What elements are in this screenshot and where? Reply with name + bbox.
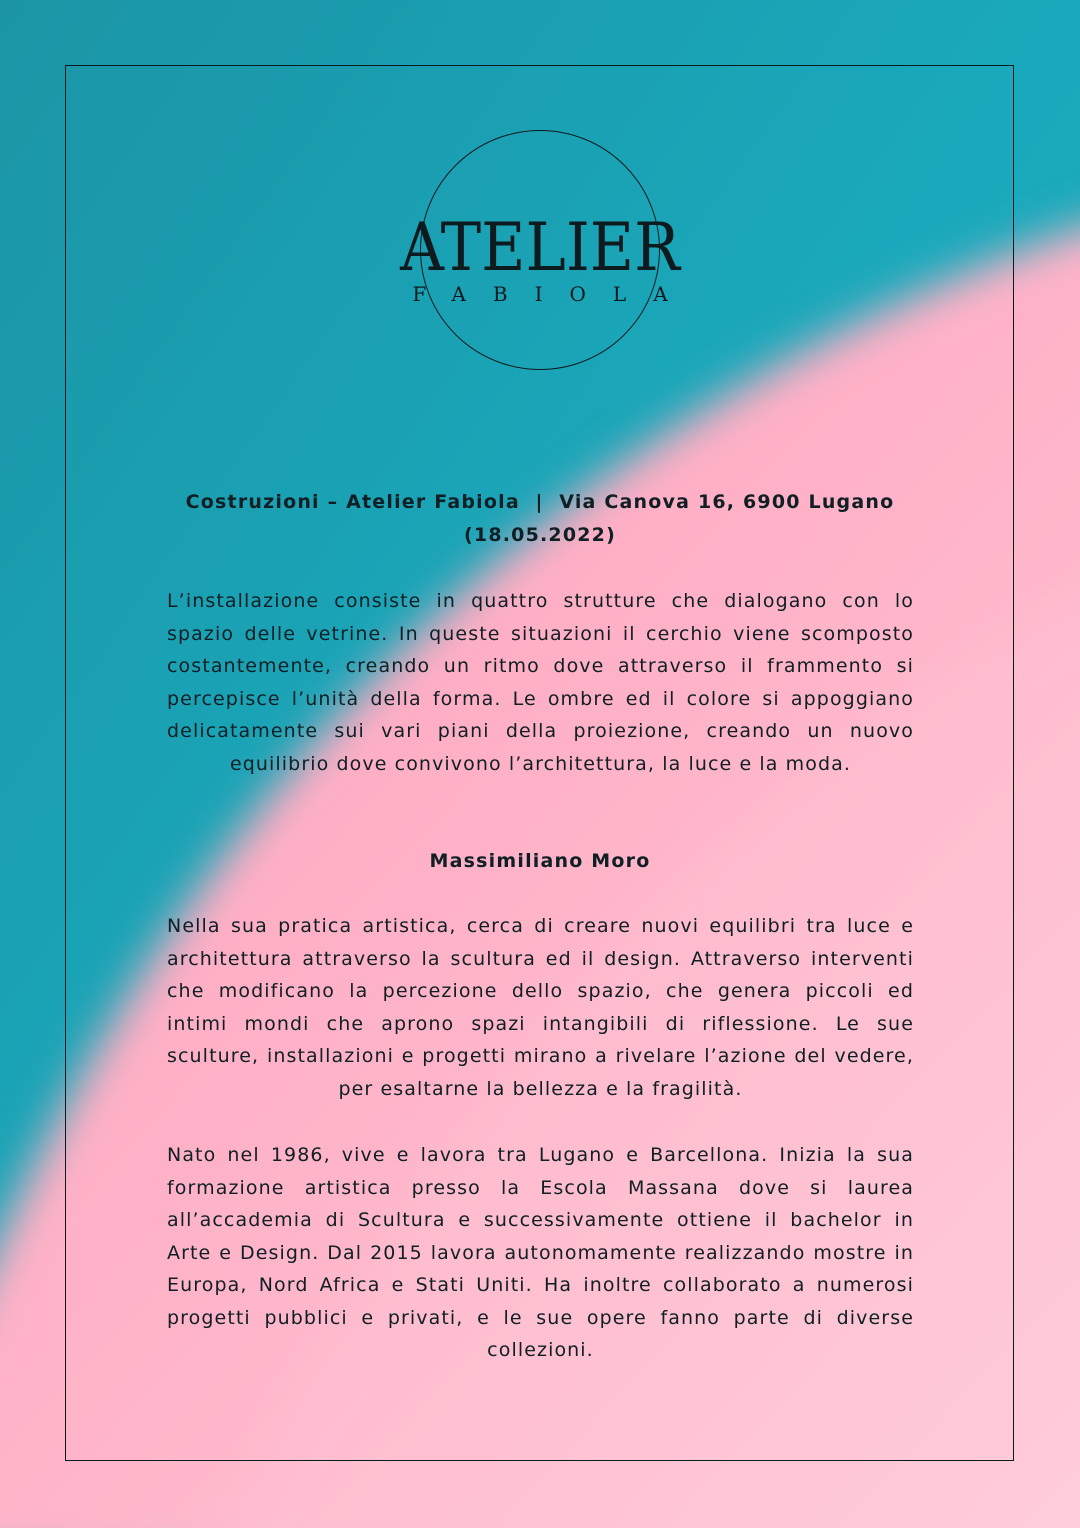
installation-description: L’installazione consiste in quattro strutture che dialogano con lo spazio delle vetrine. In queste situazioni il cerchio viene scomposto costantemente, creando un ritmo dove attraverso il frammento si percepisce l’unità della forma. Le ombre ed il colore si appoggiano delicatamente sui vari piani della proiezione, creando un nuovo equilibrio dove convivono l’architettura, la luce e la moda. bbox=[167, 590, 914, 775]
event-heading bbox=[120, 486, 960, 552]
artist-name: Massimiliano Moro bbox=[429, 850, 651, 872]
event-title: Costruzioni – Atelier Fabiola | Via Canova 16, 6900 Lugano bbox=[185, 491, 895, 513]
artist-bio-2: Nato nel 1986, vive e lavora tra Lugano e Barcellona. Inizia la sua formazione artistica presso la Escola Massana dove si laurea all’accademia di Scultura e successivamente ottiene il bachelor in Arte e Design. Dal 2015 lavora autonomamente realizzando mostre in Europa, Nord Africa e Stati Uniti. Ha inoltre collaborato a numerosi progetti pubblici e privati, e le sue opere fanno parte di diverse collezioni. bbox=[167, 1144, 914, 1361]
logo-subtitle: FABIOLA bbox=[412, 282, 695, 306]
artist-bio-1: Nella sua pratica artistica, cerca di creare nuovi equilibri tra luce e architettura attraverso la scultura ed il design. Attraverso interventi che modificano la percezione dello spazio, che genera piccoli ed intimi mondi che aprono spazi intangibili di riflessione. Le sue sculture, installazioni e progetti mirano a rivelare l’azione del vedere, per esaltarne la bellezza e la fragilità. bbox=[167, 915, 914, 1100]
atelier-fabiola-logo bbox=[400, 130, 680, 370]
logo-title: ATELIER bbox=[400, 209, 680, 286]
event-date: (18.05.2022) bbox=[464, 524, 616, 546]
